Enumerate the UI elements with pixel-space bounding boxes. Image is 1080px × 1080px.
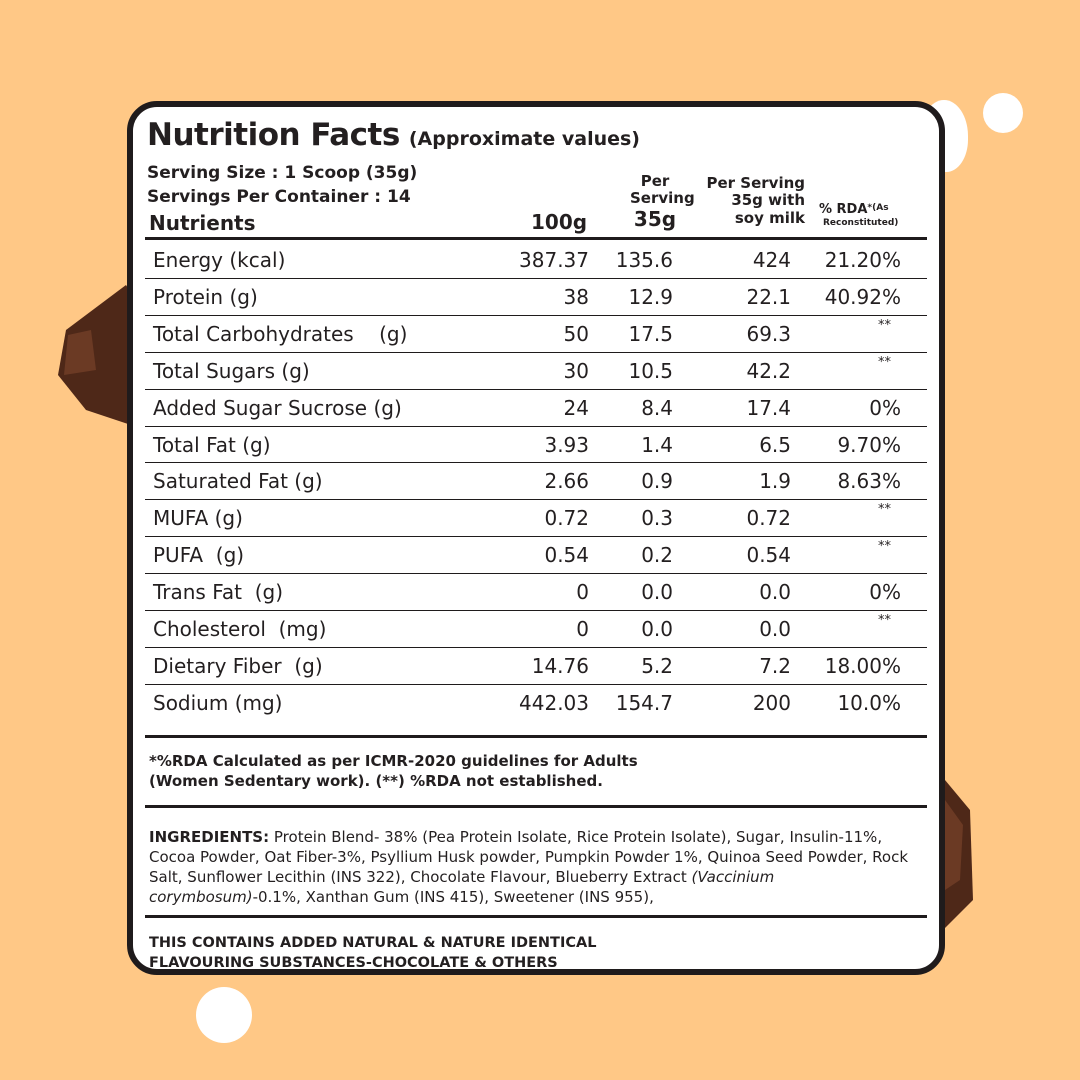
ingredients-text-1: Protein Blend- 38% (Pea Protein Isolate, Rice Protein Isolate), Sugar, Insulin-11%, Cocoa Powder, Oat Fiber-3%, Psyllium Husk powder, Pumpkin Powder 1%, Quinoa Seed Powder, Rock Salt, Sunflower Lecithin (INS 322), Chocolate Flavour, Blueberry Extract (149, 828, 909, 886)
header-per-serving (617, 173, 693, 231)
value-rda: ** (878, 539, 891, 555)
nutrient-name: Sodium (mg) (153, 690, 283, 715)
page-title: Nutrition Facts (147, 117, 400, 153)
value-rda: 8.63% (837, 469, 901, 494)
value-per-100g: 38 (563, 284, 589, 309)
value-per-100g: 0.54 (544, 543, 589, 568)
nutrient-name: Total Sugars (g) (153, 358, 310, 383)
footer-line-2: FLAVOURING SUBSTANCES-CHOCOLATE & OTHERS (149, 955, 558, 971)
value-with-soy-milk: 69.3 (746, 321, 791, 346)
value-with-soy-milk: 17.4 (746, 395, 791, 420)
table-row (145, 426, 927, 462)
table-row (145, 352, 927, 388)
value-rda: 0% (869, 580, 901, 605)
nutrient-name: Total Carbohydrates (g) (153, 321, 408, 346)
ingredients-divider (145, 915, 927, 918)
table-row (145, 499, 927, 535)
value-per-serving: 8.4 (641, 395, 673, 420)
value-per-100g: 30 (563, 358, 589, 383)
value-with-soy-milk: 42.2 (746, 358, 791, 383)
header-100g: 100g (531, 210, 588, 234)
value-with-soy-milk: 6.5 (759, 432, 791, 457)
value-rda: 40.92% (824, 284, 901, 309)
footer-line-1: THIS CONTAINS ADDED NATURAL & NATURE IDENTICAL (149, 935, 597, 951)
value-per-serving: 5.2 (641, 653, 673, 678)
value-with-soy-milk: 22.1 (746, 284, 791, 309)
nutrient-name: PUFA (g) (153, 543, 245, 568)
value-with-soy-milk: 7.2 (759, 653, 791, 678)
value-per-serving: 17.5 (628, 321, 673, 346)
page-subtitle: (Approximate values) (408, 128, 640, 150)
table-row (145, 536, 927, 572)
value-rda: ** (878, 613, 891, 628)
value-per-serving: 0.0 (641, 617, 673, 641)
value-per-serving: 154.7 (615, 690, 673, 715)
table-row (145, 278, 927, 314)
nutrient-name: Saturated Fat (g) (153, 469, 323, 494)
value-rda: ** (878, 317, 891, 333)
value-per-100g: 0.72 (544, 506, 589, 531)
table-row (145, 315, 927, 351)
nutrition-panel (127, 101, 945, 975)
value-per-serving: 0.2 (641, 543, 673, 568)
ingredients-italic: (Vaccinium corymbosum) (149, 868, 775, 906)
value-with-soy-milk: 0.54 (746, 543, 791, 568)
milk-drop (983, 93, 1023, 133)
value-per-100g: 0 (576, 617, 589, 641)
value-rda: 21.20% (824, 248, 901, 272)
header-rda-label: % RDA (819, 202, 868, 217)
value-with-soy-milk: 0.72 (746, 506, 791, 531)
table-row (145, 573, 927, 609)
table-row (145, 647, 927, 683)
value-rda: 10.0% (837, 690, 901, 715)
value-with-soy-milk: 0.0 (759, 617, 791, 641)
value-per-100g: 14.76 (531, 653, 589, 678)
nutrient-name: MUFA (g) (153, 506, 243, 531)
table-row (145, 389, 927, 425)
header-nutrients: Nutrients (149, 211, 256, 235)
rda-note-2: (Women Sedentary work). (**) %RDA not established. (149, 772, 603, 790)
title-row (147, 117, 640, 153)
value-rda: 9.70% (837, 432, 901, 457)
value-with-soy-milk: 200 (752, 690, 791, 715)
table-row (145, 610, 927, 646)
flavouring-notice (149, 933, 596, 973)
header-soy (693, 175, 805, 227)
header-rda-sup: *(As (867, 203, 889, 213)
value-per-serving: 0.9 (641, 469, 673, 494)
note-divider (145, 805, 927, 808)
nutrient-name: Dietary Fiber (g) (153, 653, 323, 678)
value-rda: ** (878, 502, 891, 518)
table-row (145, 684, 927, 720)
table-row (145, 241, 927, 277)
nutrient-name: Added Sugar Sucrose (g) (153, 395, 402, 420)
value-per-serving: 10.5 (628, 358, 673, 383)
header-rda-sub: Reconstituted) (823, 217, 899, 228)
nutrient-name: Cholesterol (mg) (153, 617, 327, 641)
value-per-100g: 24 (563, 395, 589, 420)
header-soy-bottom: soy milk (734, 208, 805, 227)
header-per-serving-top: Per Serving (630, 172, 695, 208)
nutrient-name: Trans Fat (g) (153, 580, 283, 605)
value-per-serving: 135.6 (615, 248, 673, 272)
ingredients (149, 827, 919, 907)
value-with-soy-milk: 1.9 (759, 469, 791, 494)
nutrient-name: Energy (kcal) (153, 248, 286, 272)
value-per-100g: 387.37 (519, 248, 589, 272)
value-per-100g: 0 (576, 580, 589, 605)
value-rda: 18.00% (824, 653, 901, 678)
value-rda: 0% (869, 395, 901, 420)
value-with-soy-milk: 424 (752, 248, 791, 272)
value-per-serving: 1.4 (641, 432, 673, 457)
serving-size: Serving Size : 1 Scoop (35g) (147, 163, 418, 183)
value-per-serving: 12.9 (628, 284, 673, 309)
table-row (145, 462, 927, 498)
nutrient-name: Protein (g) (153, 284, 258, 309)
header-rda (819, 203, 898, 228)
header-per-serving-bottom: 35g (633, 206, 677, 231)
header-soy-mid: 35g with (731, 191, 805, 210)
value-per-100g: 442.03 (519, 690, 589, 715)
milk-drop (196, 987, 252, 1043)
value-per-100g: 3.93 (544, 432, 589, 457)
table-end-divider (145, 735, 927, 738)
value-per-serving: 0.0 (641, 580, 673, 605)
header-soy-top: Per Serving (706, 174, 805, 192)
value-with-soy-milk: 0.0 (759, 580, 791, 605)
chocolate-chunk-left (56, 280, 136, 430)
rda-note-1: *%RDA Calculated as per ICMR-2020 guidelines for Adults (149, 752, 638, 770)
value-per-serving: 0.3 (641, 506, 673, 531)
value-per-100g: 50 (563, 321, 589, 346)
chocolate-chunk-right (945, 780, 975, 930)
header-divider (145, 237, 927, 240)
value-per-100g: 2.66 (544, 469, 589, 494)
ingredients-text-2: -0.1%, Xanthan Gum (INS 415), Sweetener (INS 955), (252, 888, 654, 906)
ingredients-label: INGREDIENTS: (149, 828, 270, 846)
value-rda: ** (878, 354, 891, 370)
nutrient-name: Total Fat (g) (153, 432, 271, 457)
servings-per-container: Servings Per Container : 14 (147, 187, 411, 207)
